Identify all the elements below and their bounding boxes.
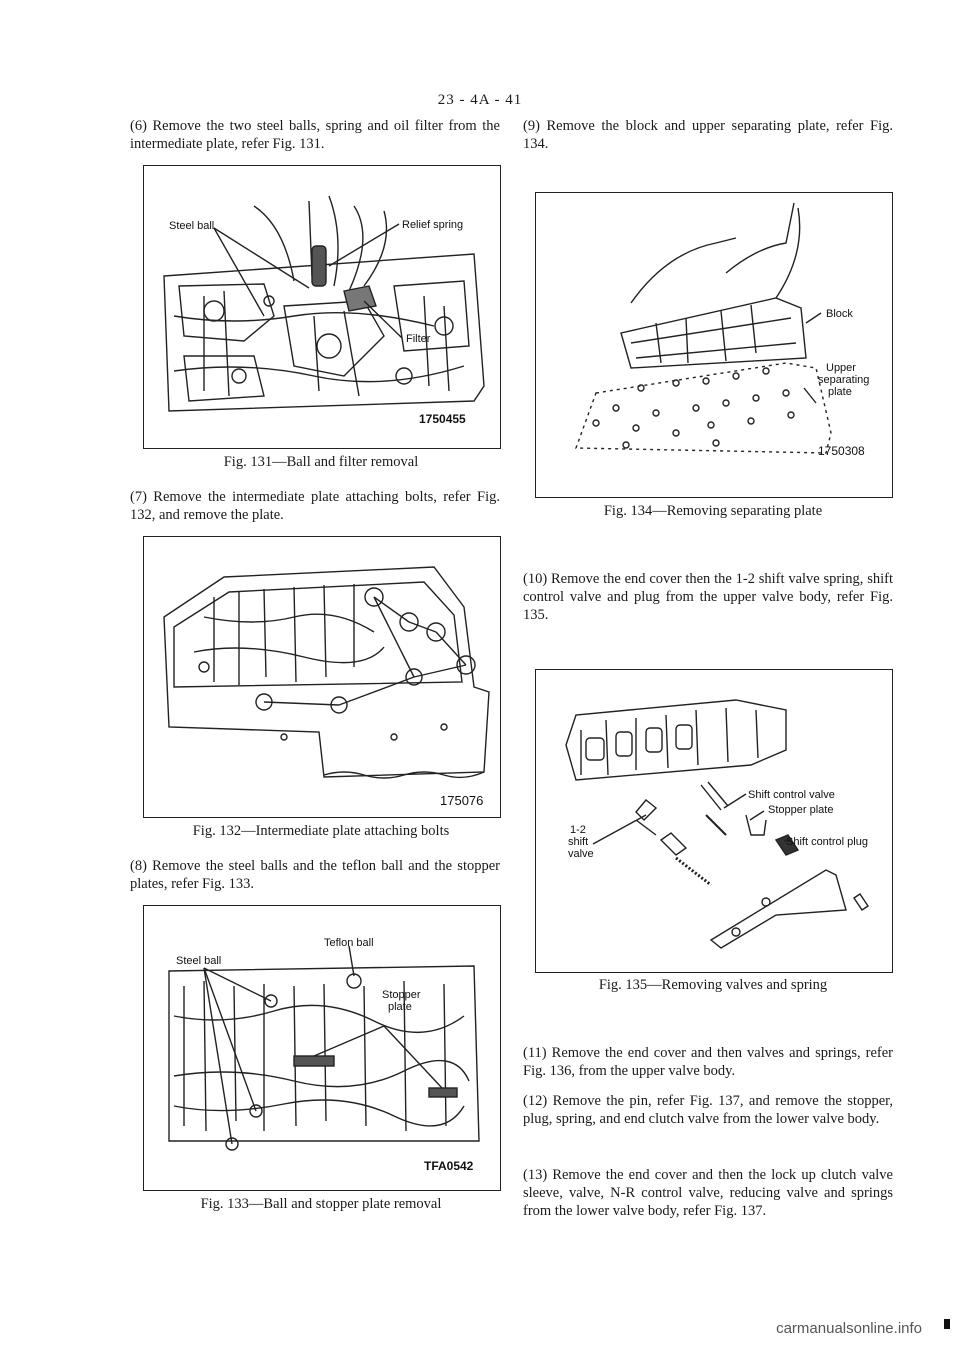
step-10-text: (10) Remove the end cover then the 1-2 shift valve spring, shift control valve and plug from the upper valve body, refer Fig. 135. [523,571,893,623]
figure-132 [143,536,501,818]
step-12-text: (12) Remove the pin, refer Fig. 137, and remove the stopper, plug, spring, and end clutch valve from the lower valve body. [523,1093,893,1127]
step-6-text: (6) Remove the two steel balls, spring and oil filter from the intermediate plate, refer Fig. 131. [130,118,500,152]
label-teflon-ball: Teflon ball [324,937,374,949]
figure-132-code: 175076 [440,793,484,808]
label-steel-ball: Steel ball [176,955,222,967]
step-13-text: (13) Remove the end cover and then the lock up clutch valve sleeve, valve, N-R control valve, reducing valve and springs from the lower valve body, refer Fig. 137. [523,1167,893,1219]
label-plate: plate [828,386,852,398]
figure-133-caption: Fig. 133—Ball and stopper plate removal [200,1196,442,1212]
figure-134-illustration [536,193,892,497]
label-shift-control-valve: Shift control valve [748,789,835,801]
footer-watermark: carmanualsonline.info [776,1320,922,1337]
page-marker [944,1319,950,1329]
figure-131-code: 1750455 [419,412,466,426]
label-valve: valve [568,848,594,860]
figure-132-caption: Fig. 132—Intermediate plate attaching bolts [192,823,450,839]
figure-134 [535,192,893,498]
figure-133-illustration [144,906,500,1190]
label-block: Block [826,308,853,320]
label-steel-ball: Steel ball [169,220,215,232]
figure-133 [143,905,501,1191]
label-shift: shift [568,836,589,848]
label-stopper-plate: Stopper plate [768,804,834,816]
figure-135-illustration [536,670,892,972]
figure-131 [143,165,501,449]
figure-135 [535,669,893,973]
page-number: 23 - 4A - 41 [437,92,523,108]
label-1-2: 1-2 [570,824,586,836]
step-11-text: (11) Remove the end cover and then valves and springs, refer Fig. 136, from the upper valve body. [523,1045,893,1079]
figure-132-illustration [144,537,500,817]
figure-135-caption: Fig. 135—Removing valves and spring [598,977,828,993]
label-filter: Filter [406,333,431,345]
label-separating: separating [818,374,870,386]
figure-131-illustration [144,166,500,448]
figure-131-caption: Fig. 131—Ball and filter removal [223,454,419,470]
label-stopper: Stopper [382,989,421,1001]
figure-134-caption: Fig. 134—Removing separating plate [603,503,823,519]
step-7-text: (7) Remove the intermediate plate attaching bolts, refer Fig. 132, and remove the plate. [130,489,500,523]
step-8-text: (8) Remove the steel balls and the teflon ball and the stopper plates, refer Fig. 133. [130,858,500,892]
label-shift-control-plug: Shift control plug [786,836,868,848]
figure-133-code: TFA0542 [424,1159,474,1173]
step-9-text: (9) Remove the block and upper separating plate, refer Fig. 134. [523,118,893,152]
label-upper: Upper [826,362,856,374]
label-plate: plate [388,1001,412,1013]
label-relief-spring: Relief spring [402,219,464,231]
figure-134-code: 1750308 [818,444,865,458]
